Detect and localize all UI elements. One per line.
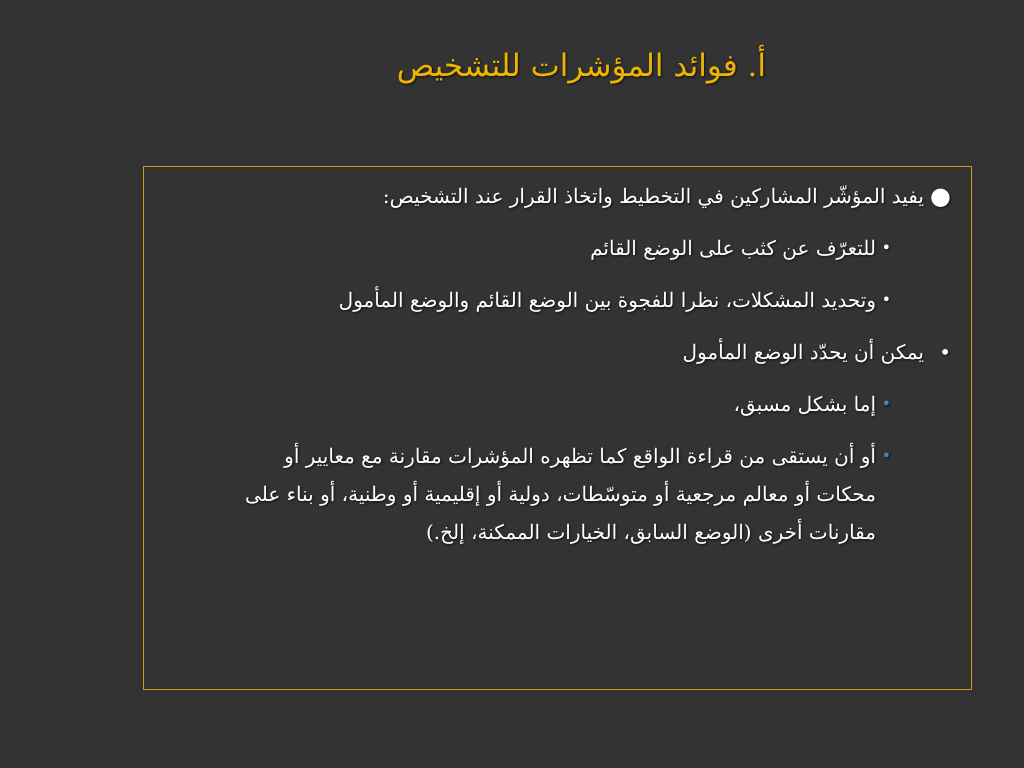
sub-bullet-item xyxy=(144,437,971,551)
bullet-text: أو أن يستقى من قراءة الواقع كما تظهره المؤشرات مقارنة مع معايير أو محكات أو معالم مرجعية أو متوسّطات، دولية أو إقليمية أو وطنية، أو بناء على مقارنات أخرى (الوضع السابق، الخيارات الممكنة، إلخ.) xyxy=(245,444,876,544)
bullet-item xyxy=(144,177,971,215)
bullet-text: يفيد المؤشّر المشاركين في التخطيط واتخاذ القرار عند التشخيص: xyxy=(382,184,924,208)
bullet-text: يمكن أن يحدّد الوضع المأمول xyxy=(682,340,924,364)
content-box xyxy=(143,166,972,690)
slide-title: أ. فوائد المؤشرات للتشخيص xyxy=(396,48,766,84)
sub-bullet-item xyxy=(144,281,971,319)
bullet-marker: • xyxy=(939,340,951,364)
bullet-text: وتحديد المشكلات، نظرا للفجوة بين الوضع القائم والوضع المأمول xyxy=(338,288,876,312)
bullet-marker: • xyxy=(881,446,891,465)
bullet-marker: ● xyxy=(930,182,951,210)
bullet-text: إما بشكل مسبق، xyxy=(733,392,876,416)
bullet-marker: • xyxy=(881,394,891,413)
bullet-marker: • xyxy=(881,238,891,257)
sub-bullet-item xyxy=(144,229,971,267)
bullet-item xyxy=(144,333,971,371)
bullet-text: للتعرّف عن كثب على الوضع القائم xyxy=(590,236,876,260)
sub-bullet-item xyxy=(144,385,971,423)
bullet-marker: • xyxy=(881,290,891,309)
bullet-list xyxy=(144,177,971,565)
